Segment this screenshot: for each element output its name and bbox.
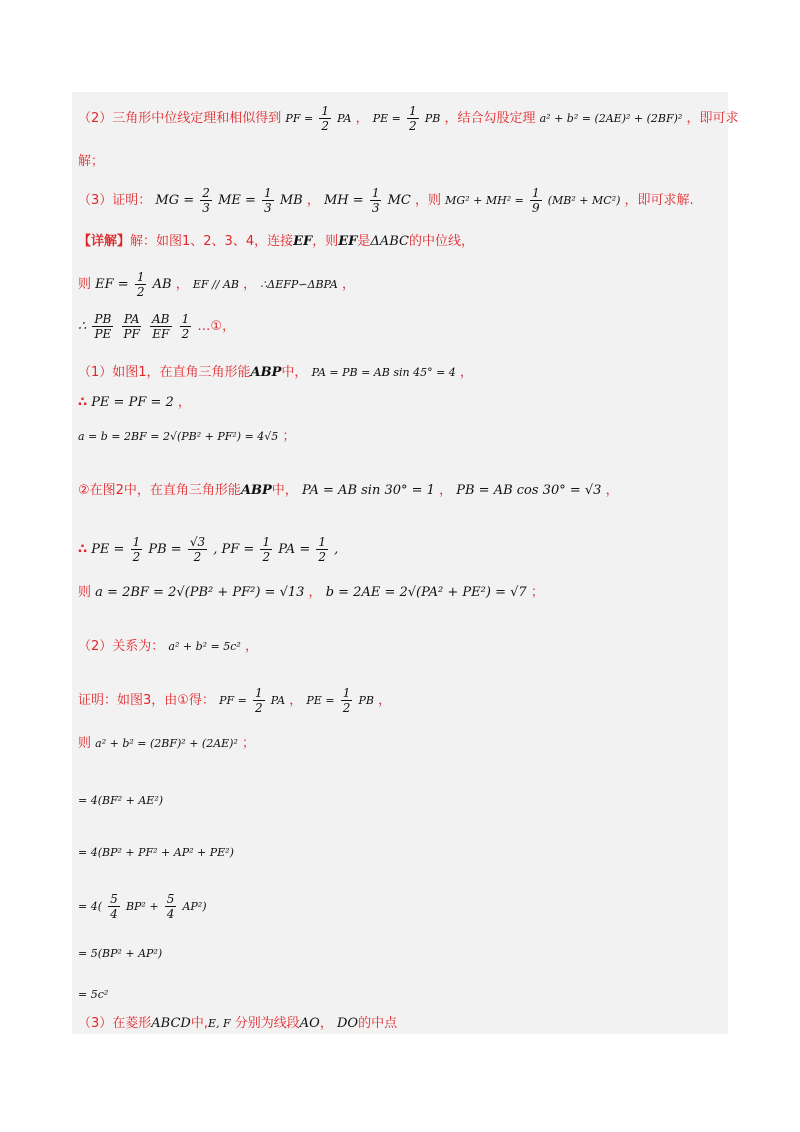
fraction: $\frac{2}{3}$ <box>202 186 210 215</box>
text: ， <box>244 639 258 654</box>
text: ， <box>289 693 303 708</box>
text: …①， <box>197 319 236 334</box>
fraction: $\frac{1}{2}$ <box>321 104 329 133</box>
text: ∴ <box>78 542 88 557</box>
line-proof-fig3 <box>78 686 391 715</box>
text: 则 <box>78 585 92 600</box>
math: , PF = <box>213 542 255 557</box>
math: , <box>334 542 339 557</box>
math: ME = <box>218 193 256 208</box>
math: a² + b² = (2BF)² + (2AE)² <box>95 737 238 750</box>
text: ， <box>459 365 473 380</box>
text: ∴ <box>78 395 88 410</box>
fraction: $\frac{1}{2}$ <box>318 535 326 564</box>
text: 解：如图1、2、3、4，连接 <box>130 234 294 249</box>
math: PB = AB cos 30° = √3 <box>456 483 602 498</box>
text: ； <box>282 429 296 444</box>
math: PF = <box>219 694 247 707</box>
math: PE = <box>372 112 401 125</box>
fraction: $\frac{1}{2}$ <box>136 270 145 299</box>
line-part2-end: 解； <box>78 154 105 169</box>
math: PE = PF = 2 <box>91 395 174 410</box>
text: （2）关系为： <box>78 639 165 654</box>
text: ； <box>530 585 544 600</box>
math: a = 2BF = 2√(PB² + PF²) = √13 <box>95 585 305 600</box>
fraction: $\frac{1}{2}$ <box>409 104 417 133</box>
text: 是 <box>357 234 371 249</box>
fraction: $\frac{PA}{PF}$ <box>123 312 140 341</box>
fraction: $\frac{5}{4}$ <box>110 892 118 921</box>
line-pe-pf <box>78 394 191 412</box>
math: ∴ΔEFP∽ΔBPA <box>260 278 338 291</box>
math: MB <box>279 193 303 208</box>
math: PA <box>270 694 286 707</box>
line-then-sum <box>78 735 255 753</box>
line-part3-method: （3）证明： MG = $\frac{2}{3}$ ME = $\frac{1}{3}$ MB ， MH = $\frac{1}{3}$ MC ，则 MG² + MH² = $\frac{1}{9}$ (MB² + MC²) ，即可求解. <box>78 186 694 215</box>
text: 的中点 <box>358 1016 398 1031</box>
math: PA = AB sin 30° = 1 <box>301 483 435 498</box>
step-2: = 4(BP² + PF² + AP² + PE²) <box>78 846 234 859</box>
text: 中， <box>281 365 308 380</box>
text: 则 <box>78 736 92 751</box>
text: ， <box>378 693 392 708</box>
math: a = b = 2BF = 2√(PB² + PF²) = 4√5 <box>78 430 279 443</box>
math: EF // AB <box>192 278 239 291</box>
math: AP²) <box>182 900 207 913</box>
text: 证明：如图3，由①得： <box>78 693 215 708</box>
line-fig2 <box>78 482 619 500</box>
line-ef-ab <box>78 270 355 299</box>
text: ，则 <box>415 193 442 208</box>
math: PE = <box>91 542 125 557</box>
text: 分别为线段 <box>234 1016 300 1031</box>
step-4: = 5(BP² + AP²) <box>78 947 163 960</box>
line-part2-method <box>78 104 739 133</box>
text: 中， <box>271 483 298 498</box>
math: MC <box>387 193 411 208</box>
fraction: $\frac{√3}{2}$ <box>189 535 206 564</box>
text: （1）如图1，在直角三角形能 <box>78 365 251 380</box>
math: MG = <box>155 193 195 208</box>
math: (MB² + MC²) <box>547 194 621 207</box>
fraction: $\frac{1}{2}$ <box>181 312 190 341</box>
fraction: $\frac{1}{3}$ <box>264 186 272 215</box>
math: PB = <box>148 542 182 557</box>
text: （2）三角形中位线定理和相似得到 <box>78 111 282 126</box>
text: （3）证明： <box>78 193 152 208</box>
fraction: $\frac{1}{9}$ <box>531 186 540 215</box>
math: ABP <box>250 365 282 380</box>
math: EF <box>293 234 313 249</box>
math: a² + b² = 5c² <box>168 640 241 653</box>
line-ratio <box>78 312 235 341</box>
line-a-b-fig2 <box>78 584 544 602</box>
line-pe-pf-values <box>78 535 338 564</box>
math: = 4( <box>78 900 103 913</box>
detail-tag: 【详解】 <box>78 234 131 249</box>
math: ΔABC <box>370 234 409 249</box>
math: MG² + MH² = <box>445 194 524 207</box>
fraction: $\frac{1}{2}$ <box>254 686 263 715</box>
math: DO <box>337 1016 359 1031</box>
text: ②在图2中，在直角三角形能 <box>78 483 241 498</box>
text: ， <box>605 483 619 498</box>
text: ，即可求解. <box>624 193 694 208</box>
math: AO <box>299 1016 320 1031</box>
line-relation <box>78 638 258 656</box>
math: b = 2AE = 2√(PA² + PE²) = √7 <box>325 585 527 600</box>
fraction: $\frac{1}{2}$ <box>262 535 271 564</box>
text: 中, <box>190 1016 208 1031</box>
math: AB <box>152 277 172 292</box>
math: ABP <box>240 483 272 498</box>
math: BP² + <box>125 900 159 913</box>
math: PA = <box>278 542 311 557</box>
math: MH = <box>324 193 364 208</box>
fraction: $\frac{AB}{EF}$ <box>152 312 170 341</box>
math: PE = <box>306 694 335 707</box>
text: ， <box>308 585 322 600</box>
text: ， <box>342 277 356 292</box>
step-3 <box>78 892 207 921</box>
text: ， <box>439 483 453 498</box>
line-detail-intro <box>78 233 474 251</box>
fraction: $\frac{1}{2}$ <box>342 686 351 715</box>
step-1: = 4(BF² + AE²) <box>78 794 164 807</box>
line-a-b-value <box>78 428 295 446</box>
math: PF = <box>285 112 314 125</box>
line-part1-fig1 <box>78 364 473 382</box>
fraction: $\frac{1}{3}$ <box>371 186 380 215</box>
text: ， <box>243 277 257 292</box>
text: ， <box>175 277 189 292</box>
math: ABCD <box>151 1016 191 1031</box>
text: ； <box>242 736 256 751</box>
text: 的中位线， <box>408 234 474 249</box>
text: ，即可求 <box>686 111 739 126</box>
text: ，则 <box>312 234 339 249</box>
math: PB <box>424 112 441 125</box>
math: ∴ <box>78 319 87 334</box>
text: （3）在菱形 <box>78 1016 152 1031</box>
math: PB <box>358 694 374 707</box>
fraction: $\frac{5}{4}$ <box>166 892 175 921</box>
line-part3 <box>78 1015 397 1033</box>
text: ， <box>177 395 191 410</box>
text: ，结合勾股定理 <box>444 111 536 126</box>
text: ， <box>319 1016 333 1031</box>
math: PA <box>337 112 352 125</box>
fraction: $\frac{PB}{PE}$ <box>94 312 112 341</box>
math: EF = <box>95 277 129 292</box>
math: PA = PB = AB sin 45° = 4 <box>311 366 456 379</box>
math: E, F <box>207 1017 231 1030</box>
fraction: $\frac{1}{2}$ <box>132 535 141 564</box>
step-5: = 5c² <box>78 988 109 1001</box>
text: ， <box>355 111 369 126</box>
math: a² + b² = (2AE)² + (2BF)² <box>539 112 683 125</box>
text: 则 <box>78 277 92 292</box>
math: EF <box>338 234 358 249</box>
